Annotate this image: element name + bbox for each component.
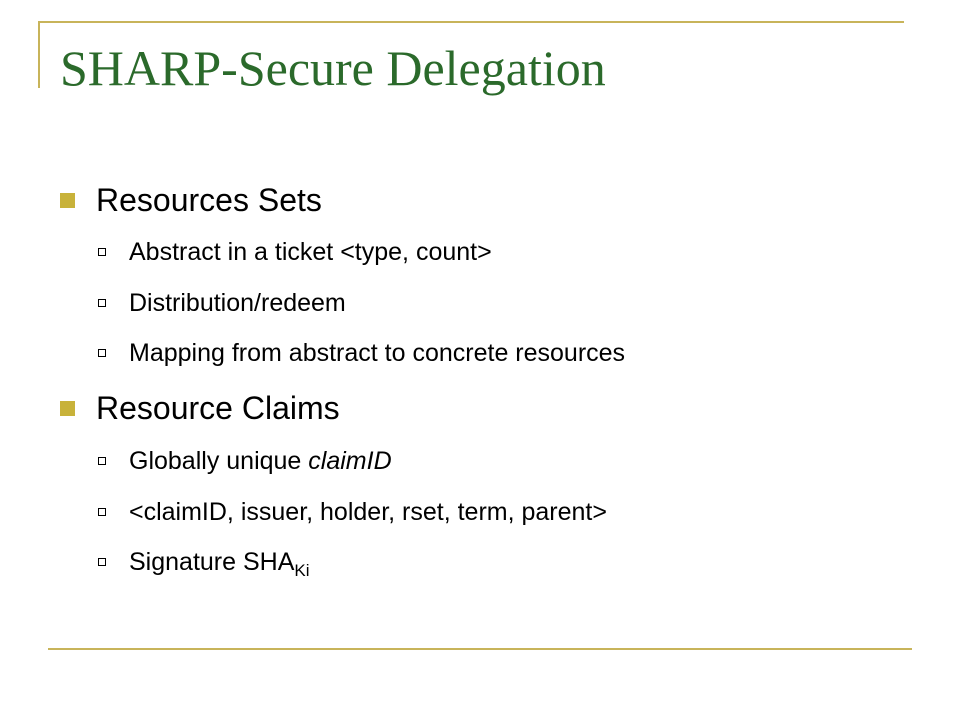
hollow-square-bullet-icon xyxy=(98,349,106,357)
list-item xyxy=(98,236,918,268)
list-item xyxy=(98,287,918,319)
square-bullet-icon xyxy=(60,401,75,416)
list-item xyxy=(98,496,918,528)
slide-title: SHARP-Secure Delegation xyxy=(60,40,606,96)
hollow-square-bullet-icon xyxy=(98,299,106,307)
hollow-square-bullet-icon xyxy=(98,457,106,465)
bottom-rule xyxy=(48,648,912,650)
hollow-square-bullet-icon xyxy=(98,248,106,256)
section-heading: Resources Sets xyxy=(96,182,322,218)
list-item-text: Mapping from abstract to concrete resources xyxy=(129,339,626,367)
section-heading: Resource Claims xyxy=(96,390,340,426)
claim-id-term: claimID xyxy=(308,447,392,475)
top-rule xyxy=(38,21,904,23)
signature-subscript: Ki xyxy=(294,561,310,580)
hollow-square-bullet-icon xyxy=(98,558,106,566)
list-item-text: <claimID, issuer, holder, rset, term, parent> xyxy=(129,498,607,526)
square-bullet-icon xyxy=(60,193,75,208)
hollow-square-bullet-icon xyxy=(98,508,106,516)
section-resources-sets xyxy=(60,180,920,220)
list-item-text: Abstract in a ticket <type, count> xyxy=(129,238,492,266)
list-item xyxy=(98,445,918,477)
list-item-text: Distribution/redeem xyxy=(129,289,346,317)
claim-id-prefix: Globally unique xyxy=(129,447,309,475)
list-item xyxy=(98,546,918,578)
list-item xyxy=(98,337,918,369)
section-resource-claims xyxy=(60,388,920,428)
list-item-text xyxy=(129,445,392,477)
left-rule xyxy=(38,21,40,88)
list-item-text xyxy=(129,546,310,587)
signature-text: Signature SHA xyxy=(129,548,295,576)
